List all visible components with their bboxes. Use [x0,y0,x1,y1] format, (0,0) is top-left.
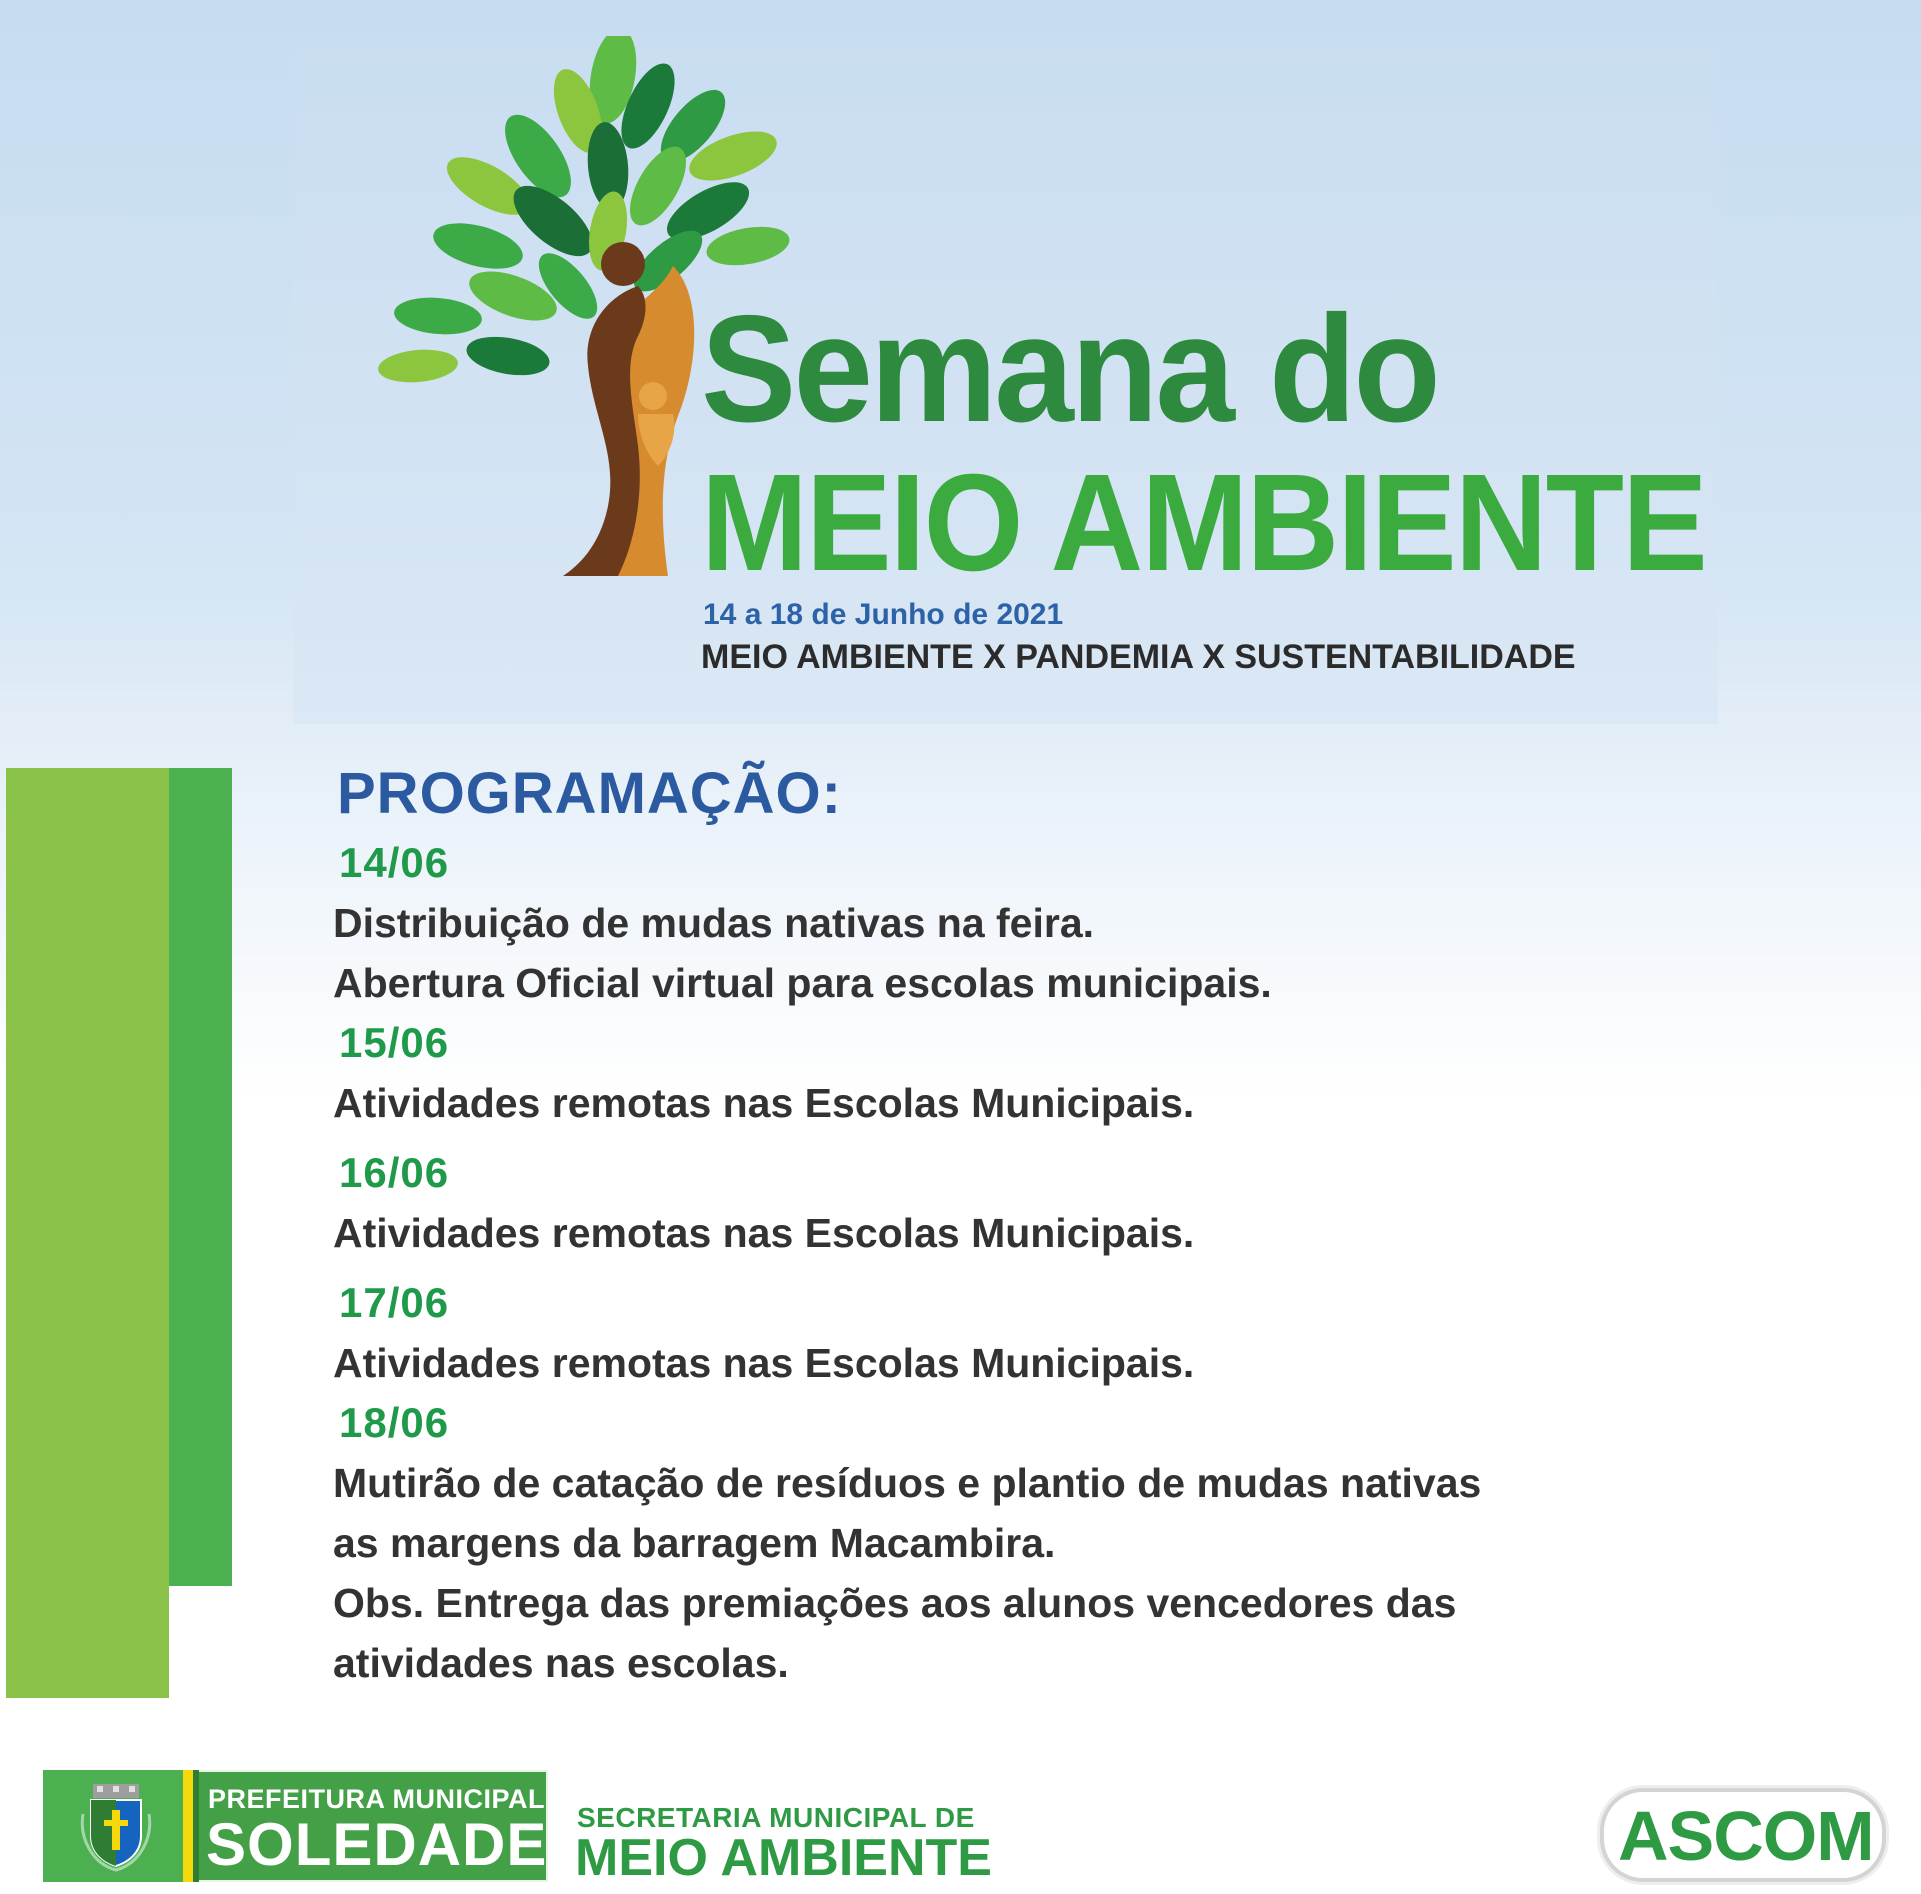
program-schedule [333,760,1683,1693]
schedule-day [333,1393,1683,1693]
ascom-text: ASCOM [1618,1797,1874,1875]
day-date: 18/06 [339,1399,450,1446]
activity-text: Abertura Oficial virtual para escolas municipais. [333,960,1272,1006]
event-dates: 14 a 18 de Junho de 2021 [703,598,1064,631]
activity-text: Obs. Entrega das premiações aos alunos vencedores das [333,1580,1457,1626]
ascom-logo [1600,1788,1886,1882]
prefeitura-line2: SOLEDADE [206,1811,548,1878]
activity-text: Distribuição de mudas nativas na feira. [333,900,1095,946]
activity-text: Atividades remotas nas Escolas Municipais. [333,1080,1195,1126]
secretaria-line2: MEIO AMBIENTE [575,1829,992,1887]
schedule-day [333,833,1683,1013]
program-heading: PROGRAMAÇÃO: [337,761,842,826]
day-date: 14/06 [339,839,450,886]
schedule-day [333,1143,1683,1263]
municipal-crest-icon [79,1784,153,1872]
activity-text: as margens da barragem Macambira. [333,1520,1056,1566]
event-banner [293,36,1718,724]
activity-text: atividades nas escolas. [333,1640,789,1686]
activity-text: Atividades remotas nas Escolas Municipais. [333,1210,1195,1256]
footer [0,1760,1921,1894]
event-title-line1: Semana do [701,284,1438,454]
day-date: 15/06 [339,1019,450,1066]
event-theme: MEIO AMBIENTE X PANDEMIA X SUSTENTABILIDADE [701,638,1576,676]
activity-text: Mutirão de catação de resíduos e plantio de mudas nativas [333,1460,1482,1506]
event-title-line2: MEIO AMBIENTE [701,446,1706,600]
secretaria-line1: SECRETARIA MUNICIPAL DE [577,1802,975,1833]
day-date: 17/06 [339,1279,450,1326]
decorative-bar-dark [169,768,232,1586]
prefeitura-line1: PREFEITURA MUNICIPAL [208,1784,545,1814]
activity-text: Atividades remotas nas Escolas Municipais. [333,1340,1195,1386]
decorative-bar-light [6,768,169,1698]
day-date: 16/06 [339,1149,450,1196]
schedule-day [333,1013,1683,1133]
schedule-day [333,1273,1683,1393]
prefeitura-logo [43,1770,548,1882]
